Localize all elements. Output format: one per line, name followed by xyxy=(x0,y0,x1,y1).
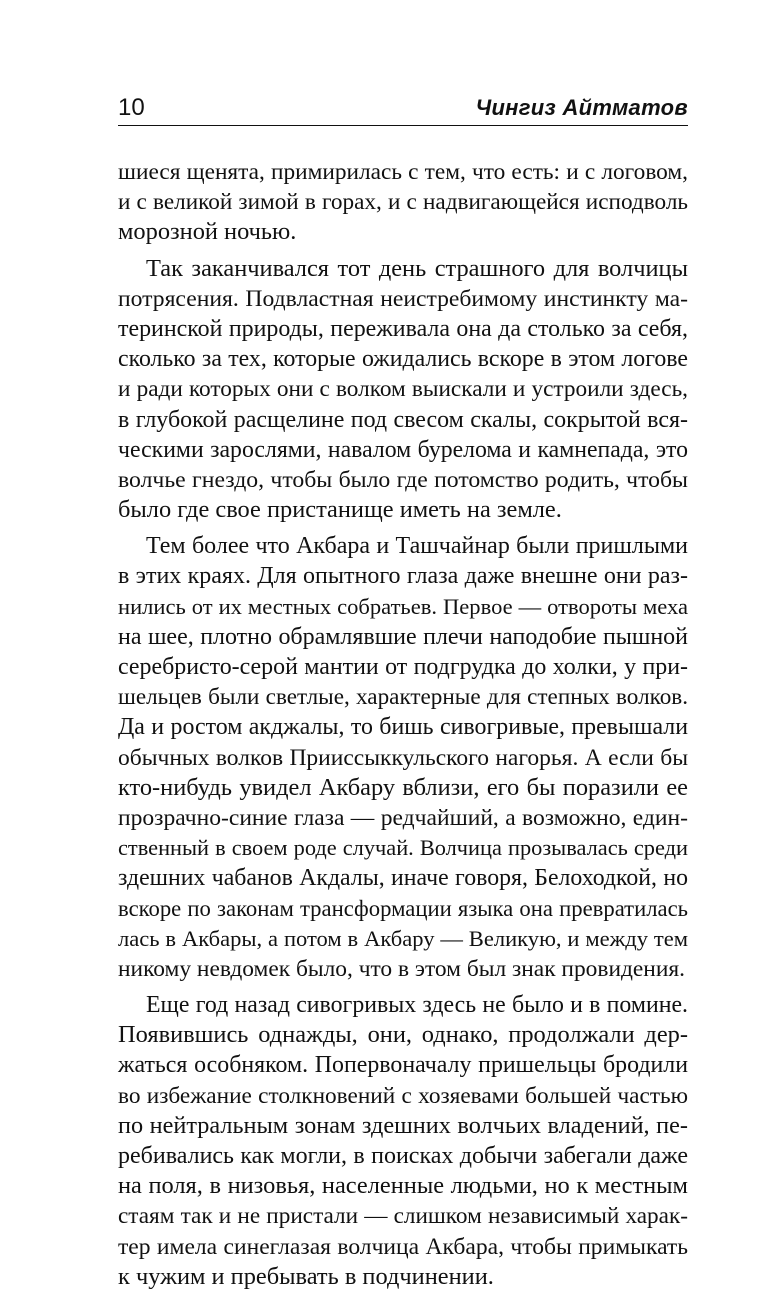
paragraph xyxy=(118,990,688,1292)
paragraph xyxy=(118,531,688,984)
header-divider xyxy=(118,125,688,126)
text-line: Появившись однажды, они, однако, продолжали дер- xyxy=(118,1021,688,1049)
text-line: нились от их местных собратьев. Первое — отвороты меха xyxy=(118,593,688,619)
text-line: в глубокой расщелине под свесом скалы, сокрытой вся- xyxy=(118,406,688,433)
text-line: ческими зарослями, навалом бурелома и камнепада, это xyxy=(118,436,688,463)
text-line: морозной ночью. xyxy=(118,218,297,246)
text-line: и с великой зимой в горах, и с надвигающейся исподволь xyxy=(118,189,688,216)
body-text xyxy=(118,157,688,1292)
text-line: жаться особняком. Попервоначалу пришельцы бродили xyxy=(118,1052,688,1079)
text-line: Еще год назад сивогривых здесь не было и в помине. xyxy=(146,992,688,1019)
text-line: шиеся щенята, примирилась с тем, что есть: и с логовом, xyxy=(118,159,688,185)
text-line: теринской природы, переживала она да столько за себя, xyxy=(118,315,688,342)
text-line: лась в Акбары, а потом в Акбару — Великую, и между тем xyxy=(118,925,688,951)
text-line: обычных волков Приисcыккульского нагорья. А если бы xyxy=(118,744,688,771)
text-line: здешних чабанов Акдалы, иначе говоря, Белоходкой, но xyxy=(118,865,688,892)
text-line: потрясения. Подвластная неистребимому инстинкту ма- xyxy=(118,285,688,312)
text-line: Да и ростом акджалы, то бишь сивогривые, превышали xyxy=(118,714,688,741)
text-line: серебристо-серой мантии от подгрудка до холки, у при- xyxy=(118,654,688,680)
text-line: тер имела синеглазая волчица Акбара, чтобы примыкать xyxy=(118,1233,688,1260)
text-line: стаям так и не пристали — слишком независимый харак- xyxy=(118,1203,688,1230)
running-head-author: Чингиз Айтматов xyxy=(475,95,688,120)
text-line: на поля, в низовья, населенные людьми, но к местным xyxy=(118,1172,688,1200)
text-line: было где свое пристанище иметь на земле. xyxy=(118,496,562,524)
text-line: на шее, плотно обрамлявшие плечи наподобие пышной xyxy=(118,623,688,650)
text-line: прозрачно-синие глаза — редчайший, а возможно, един- xyxy=(118,804,688,831)
text-line: кто-нибудь увидел Акбару вблизи, его бы поразили ее xyxy=(118,773,688,801)
text-line: к чужим и пребывать в подчинении. xyxy=(118,1262,494,1290)
text-line: никому невдомек было, что в этом был знак провидения. xyxy=(118,955,685,982)
page-header xyxy=(118,92,688,124)
page-number: 10 xyxy=(118,94,145,121)
text-line: и ради которых они с волком выискали и устроили здесь, xyxy=(118,376,688,403)
text-line: волчье гнездо, чтобы было где потомство родить, чтобы xyxy=(118,466,688,493)
text-line: в этих краях. Для опытного глаза даже внешне они раз- xyxy=(118,563,688,590)
text-line: вскоре по законам трансформации языка она превратилась xyxy=(118,895,688,921)
paragraph xyxy=(118,157,688,248)
text-line: ственный в своем роде случай. Волчица прозывалась среди xyxy=(118,835,688,861)
text-line: сколько за тех, которые ожидались вскоре в этом логове xyxy=(118,346,688,373)
paragraph xyxy=(118,254,688,526)
text-line: Тем более что Акбара и Ташчайнар были пришлыми xyxy=(146,533,688,560)
text-line: по нейтральным зонам здешних волчьих владений, пе- xyxy=(118,1111,688,1139)
text-line: Так заканчивался тот день страшного для волчицы xyxy=(146,254,688,282)
text-line: во избежание столкновений с хозяевами большей частью xyxy=(118,1082,688,1109)
text-line: шельцев были светлые, характерные для степных волков. xyxy=(118,684,688,711)
text-line: ребивались как могли, в поисках добычи забегали даже xyxy=(118,1143,688,1169)
